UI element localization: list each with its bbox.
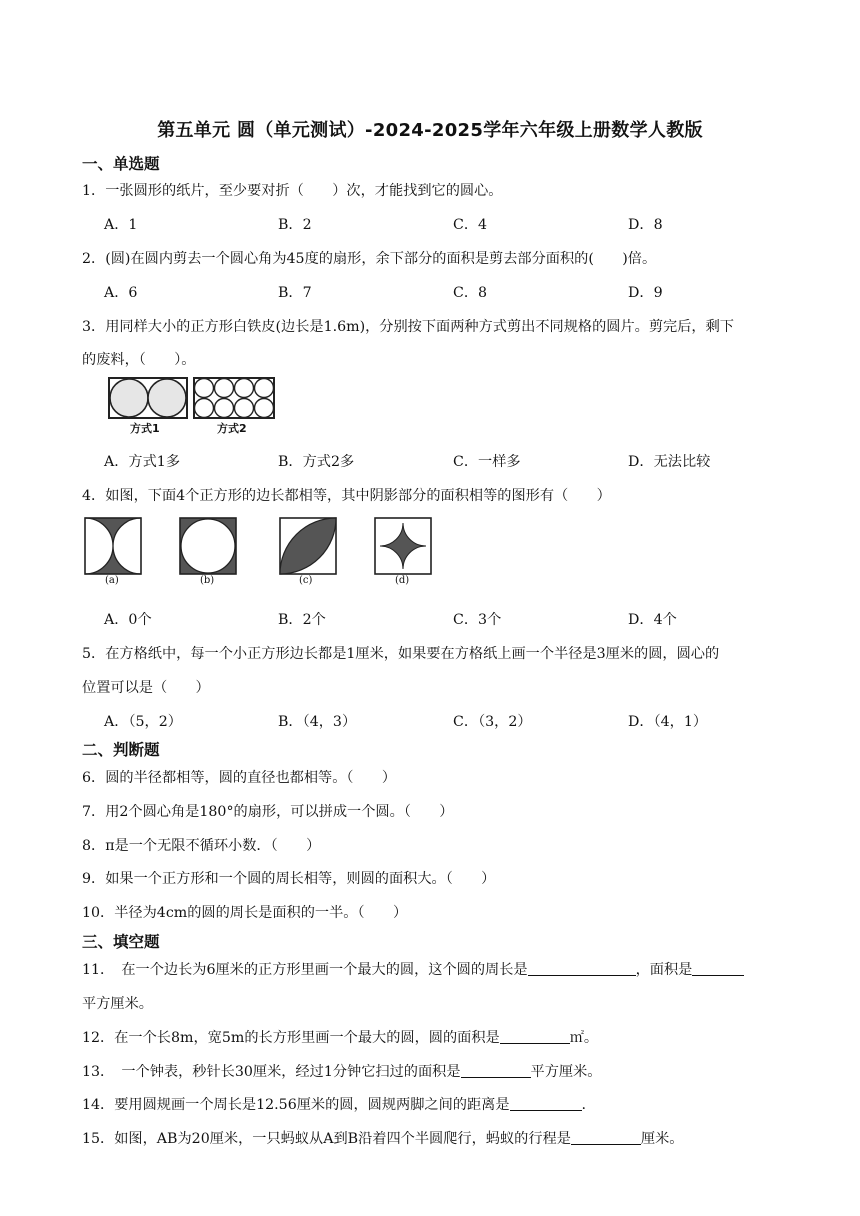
q3-option-b: B．方式2多 — [278, 454, 355, 470]
q4-option-b: B．2个 — [278, 612, 326, 628]
question-2: 2．(圆)在圆内剪去一个圆心角为45度的扇形，余下部分的面积是剪去部分面积的( )倍。 — [82, 251, 657, 267]
q12-text-b: ㎡。 — [569, 1030, 599, 1046]
q1-option-b: B．2 — [278, 217, 312, 233]
q15-text-a: 15．如图，AB为20厘米，一只蚂蚁从A到B沿着四个半圆爬行，蚂蚁的行程是 — [82, 1131, 571, 1147]
q11-text-b: ，面积是 — [635, 962, 693, 978]
q3-option-c: C．一样多 — [453, 454, 521, 470]
q4-figure-label-d: (d) — [395, 575, 410, 586]
q2-option-a: A．6 — [104, 285, 138, 301]
question-12 — [82, 1027, 598, 1047]
q4-option-c: C．3个 — [453, 612, 502, 628]
q1-option-d: D．8 — [628, 217, 663, 233]
question-1: 1．一张圆形的纸片，至少要对折（ ）次，才能找到它的圆心。 — [82, 183, 503, 199]
question-5-line-2: 位置可以是（ ） — [82, 680, 210, 696]
section-heading-true-false: 二、判断题 — [82, 741, 160, 759]
q4-figure-a — [84, 517, 142, 575]
question-4: 4．如图，下面4个正方形的边长都相等，其中阴影部分的面积相等的图形有（ ） — [82, 488, 611, 504]
q13-blank[interactable] — [461, 1063, 531, 1078]
q3-figure-label-1: 方式1 — [130, 422, 160, 435]
q11-text-a: 11． 在一个边长为6厘米的正方形里画一个最大的圆，这个圆的周长是 — [82, 962, 528, 978]
q4-figure-d — [374, 517, 432, 575]
q3-figure-method-1 — [108, 377, 192, 421]
q14-text-a: 14．要用圆规画一个周长是12.56厘米的圆，圆规两脚之间的距离是 — [82, 1097, 510, 1113]
q14-blank[interactable] — [510, 1096, 582, 1111]
question-7: 7．用2个圆心角是180°的扇形，可以拼成一个圆。（ ） — [82, 804, 454, 820]
q11-blank-2[interactable] — [692, 961, 744, 976]
question-11 — [82, 959, 744, 979]
q12-blank[interactable] — [500, 1029, 570, 1044]
question-10: 10．半径为4cm的圆的周长是面积的一半。（ ） — [82, 905, 408, 921]
q5-option-b: B．（4，3） — [278, 714, 357, 730]
question-5-line-1: 5．在方格纸中，每一个小正方形边长都是1厘米，如果要在方格纸上画一个半径是3厘米的圆，圆心的 — [82, 646, 720, 662]
q2-option-d: D．9 — [628, 285, 663, 301]
q13-text-a: 13． 一个钟表，秒针长30厘米，经过1分钟它扫过的面积是 — [82, 1064, 461, 1080]
q4-figure-c — [279, 517, 337, 575]
q4-figure-b — [179, 517, 237, 575]
q3-option-a: A．方式1多 — [104, 454, 181, 470]
q15-blank[interactable] — [571, 1130, 641, 1145]
q5-option-c: C．（3，2） — [453, 714, 532, 730]
question-13 — [82, 1061, 602, 1081]
q1-option-c: C．4 — [453, 217, 488, 233]
q5-option-a: A．（5，2） — [104, 714, 182, 730]
q4-figure-label-a: (a) — [105, 575, 119, 586]
question-3-line-1: 3．用同样大小的正方形白铁皮(边长是1.6m)，分别按下面两种方式剪出不同规格的圆片。剪完后，剩下 — [82, 319, 734, 335]
section-heading-fill-blank: 三、填空题 — [82, 933, 160, 951]
q15-text-b: 厘米。 — [640, 1131, 684, 1147]
question-15 — [82, 1128, 683, 1148]
q1-option-a: A．1 — [104, 217, 138, 233]
question-9: 9．如果一个正方形和一个圆的周长相等，则圆的面积大。（ ） — [82, 871, 496, 887]
q3-figure-label-2: 方式2 — [217, 422, 247, 435]
question-8: 8．π是一个无限不循环小数．（ ） — [82, 838, 321, 854]
question-11-line-2: 平方厘米。 — [82, 996, 153, 1012]
q5-option-d: D．（4，1） — [628, 714, 708, 730]
page-title: 第五单元 圆（单元测试）-2024-2025学年六年级上册数学人教版 — [157, 120, 703, 141]
question-6: 6．圆的半径都相等，圆的直径也都相等。（ ） — [82, 770, 397, 786]
q2-option-b: B．7 — [278, 285, 312, 301]
question-14 — [82, 1094, 586, 1114]
q14-text-b: . — [581, 1097, 587, 1113]
q4-figure-label-b: (b) — [200, 575, 215, 586]
q4-option-a: A．0个 — [104, 612, 152, 628]
q4-figure-label-c: (c) — [299, 575, 313, 586]
question-3-line-2: 的废料，（ ）。 — [82, 352, 196, 368]
section-heading-single-choice: 一、单选题 — [82, 155, 160, 173]
q2-option-c: C．8 — [453, 285, 488, 301]
q3-option-d: D．无法比较 — [628, 454, 711, 470]
q3-figure-method-2 — [193, 377, 277, 421]
q4-option-d: D．4个 — [628, 612, 677, 628]
q11-blank-1[interactable] — [528, 961, 636, 976]
q13-text-b: 平方厘米。 — [530, 1064, 602, 1080]
q12-text-a: 12．在一个长8m，宽5m的长方形里画一个最大的圆，圆的面积是 — [82, 1030, 500, 1046]
